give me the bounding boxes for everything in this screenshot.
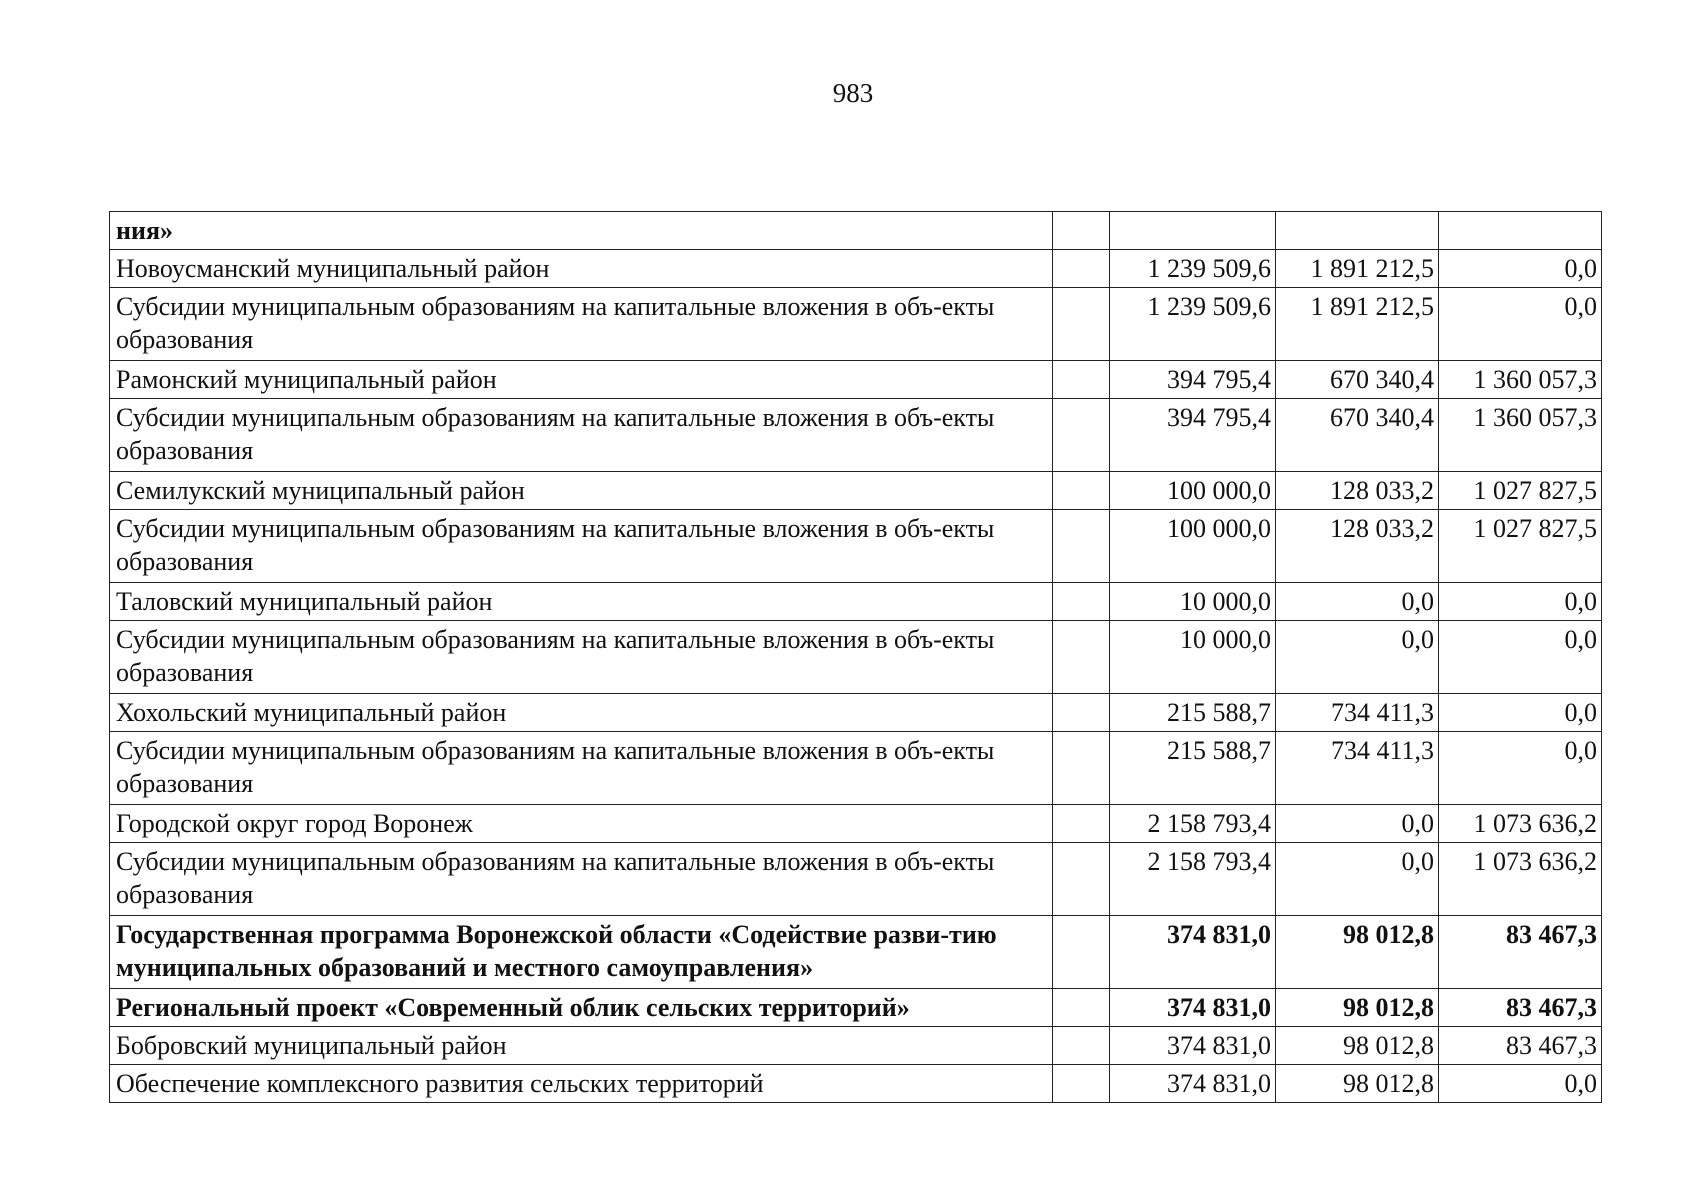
- row-value-2-cell: 0,0: [1276, 843, 1439, 916]
- row-value-2-cell: 734 411,3: [1276, 694, 1439, 732]
- row-value-2-cell: 98 012,8: [1276, 916, 1439, 989]
- row-code-cell: [1053, 361, 1110, 399]
- row-value-1-cell: 374 831,0: [1110, 1027, 1276, 1065]
- row-value-2-cell: 670 340,4: [1276, 361, 1439, 399]
- row-value-2-cell: 128 033,2: [1276, 510, 1439, 583]
- row-code-cell: [1053, 1027, 1110, 1065]
- row-value-2-cell: 128 033,2: [1276, 472, 1439, 510]
- row-name-cell: Субсидии муниципальным образованиям на капитальные вложения в объ-екты образования: [110, 621, 1053, 694]
- row-value-2-cell: 670 340,4: [1276, 399, 1439, 472]
- row-name-cell: Региональный проект «Современный облик сельских территорий»: [110, 989, 1053, 1027]
- row-name-cell: Семилукский муниципальный район: [110, 472, 1053, 510]
- row-value-3-cell: 1 073 636,2: [1439, 843, 1602, 916]
- row-code-cell: [1053, 212, 1110, 250]
- row-value-3-cell: 1 360 057,3: [1439, 399, 1602, 472]
- page-number: 983: [832, 78, 874, 108]
- row-name-cell: Рамонский муниципальный район: [110, 361, 1053, 399]
- row-value-1-cell: 100 000,0: [1110, 510, 1276, 583]
- table-row: [110, 583, 1602, 621]
- row-name-cell: Городской округ город Воронеж: [110, 805, 1053, 843]
- row-code-cell: [1053, 399, 1110, 472]
- row-code-cell: [1053, 805, 1110, 843]
- table-row: [110, 1027, 1602, 1065]
- row-value-1-cell: 1 239 509,6: [1110, 288, 1276, 361]
- table-row: [110, 989, 1602, 1027]
- row-value-3-cell: 0,0: [1439, 694, 1602, 732]
- row-value-3-cell: 83 467,3: [1439, 916, 1602, 989]
- row-value-1-cell: 374 831,0: [1110, 1065, 1276, 1103]
- row-code-cell: [1053, 288, 1110, 361]
- row-code-cell: [1053, 732, 1110, 805]
- row-value-1-cell: 2 158 793,4: [1110, 805, 1276, 843]
- row-name-cell: Хохольский муниципальный район: [110, 694, 1053, 732]
- row-value-1-cell: 10 000,0: [1110, 621, 1276, 694]
- row-value-2-cell: 1 891 212,5: [1276, 288, 1439, 361]
- table-row: [110, 916, 1602, 989]
- row-code-cell: [1053, 843, 1110, 916]
- row-name-cell: Субсидии муниципальным образованиям на капитальные вложения в объ-екты образования: [110, 510, 1053, 583]
- table-row: [110, 510, 1602, 583]
- row-code-cell: [1053, 510, 1110, 583]
- row-name-cell: Новоусманский муниципальный район: [110, 250, 1053, 288]
- row-name-cell: Таловский муниципальный район: [110, 583, 1053, 621]
- table-row: [110, 399, 1602, 472]
- row-value-2-cell: 0,0: [1276, 583, 1439, 621]
- row-code-cell: [1053, 583, 1110, 621]
- row-value-1-cell: 10 000,0: [1110, 583, 1276, 621]
- row-code-cell: [1053, 916, 1110, 989]
- table-row: [110, 1065, 1602, 1103]
- row-code-cell: [1053, 989, 1110, 1027]
- row-value-3-cell: 1 073 636,2: [1439, 805, 1602, 843]
- row-value-1-cell: 100 000,0: [1110, 472, 1276, 510]
- row-value-3-cell: 1 027 827,5: [1439, 472, 1602, 510]
- row-value-2-cell: [1276, 212, 1439, 250]
- row-name-cell: Государственная программа Воронежской области «Содействие разви-тию муниципальных образований и местного самоуправления»: [110, 916, 1053, 989]
- table-row: [110, 843, 1602, 916]
- table-row: [110, 472, 1602, 510]
- row-value-1-cell: 394 795,4: [1110, 361, 1276, 399]
- row-code-cell: [1053, 621, 1110, 694]
- row-value-3-cell: 83 467,3: [1439, 989, 1602, 1027]
- row-code-cell: [1053, 1065, 1110, 1103]
- table-row: [110, 250, 1602, 288]
- row-code-cell: [1053, 694, 1110, 732]
- row-value-3-cell: 0,0: [1439, 621, 1602, 694]
- row-value-1-cell: 374 831,0: [1110, 916, 1276, 989]
- row-value-3-cell: 1 027 827,5: [1439, 510, 1602, 583]
- row-name-cell: Бобровский муниципальный район: [110, 1027, 1053, 1065]
- row-name-cell: Субсидии муниципальным образованиям на капитальные вложения в объ-екты образования: [110, 399, 1053, 472]
- row-value-3-cell: 83 467,3: [1439, 1027, 1602, 1065]
- row-name-cell: Субсидии муниципальным образованиям на капитальные вложения в объ-екты образования: [110, 732, 1053, 805]
- row-name-cell: Субсидии муниципальным образованиям на капитальные вложения в объ-екты образования: [110, 843, 1053, 916]
- row-value-3-cell: 0,0: [1439, 288, 1602, 361]
- row-value-2-cell: 98 012,8: [1276, 1065, 1439, 1103]
- table-row: [110, 732, 1602, 805]
- table-row: [110, 694, 1602, 732]
- budget-table: [109, 211, 1602, 1103]
- table-row: [110, 805, 1602, 843]
- row-value-3-cell: 0,0: [1439, 583, 1602, 621]
- row-value-1-cell: 394 795,4: [1110, 399, 1276, 472]
- row-code-cell: [1053, 472, 1110, 510]
- row-value-3-cell: 0,0: [1439, 1065, 1602, 1103]
- row-value-1-cell: 215 588,7: [1110, 694, 1276, 732]
- row-code-cell: [1053, 250, 1110, 288]
- table-row: [110, 621, 1602, 694]
- row-value-3-cell: [1439, 212, 1602, 250]
- table-row: [110, 212, 1602, 250]
- row-name-cell: Субсидии муниципальным образованиям на капитальные вложения в объ-екты образования: [110, 288, 1053, 361]
- row-value-3-cell: 1 360 057,3: [1439, 361, 1602, 399]
- row-name-cell: ния»: [110, 212, 1053, 250]
- row-value-2-cell: 98 012,8: [1276, 989, 1439, 1027]
- row-value-1-cell: [1110, 212, 1276, 250]
- table-row: [110, 288, 1602, 361]
- row-value-2-cell: 98 012,8: [1276, 1027, 1439, 1065]
- row-value-2-cell: 734 411,3: [1276, 732, 1439, 805]
- row-value-1-cell: 1 239 509,6: [1110, 250, 1276, 288]
- row-value-1-cell: 2 158 793,4: [1110, 843, 1276, 916]
- row-value-3-cell: 0,0: [1439, 732, 1602, 805]
- table-row: [110, 361, 1602, 399]
- row-value-2-cell: 0,0: [1276, 805, 1439, 843]
- table-body: [110, 212, 1602, 1103]
- row-value-1-cell: 215 588,7: [1110, 732, 1276, 805]
- row-value-1-cell: 374 831,0: [1110, 989, 1276, 1027]
- row-value-2-cell: 1 891 212,5: [1276, 250, 1439, 288]
- row-name-cell: Обеспечение комплексного развития сельских территорий: [110, 1065, 1053, 1103]
- row-value-3-cell: 0,0: [1439, 250, 1602, 288]
- row-value-2-cell: 0,0: [1276, 621, 1439, 694]
